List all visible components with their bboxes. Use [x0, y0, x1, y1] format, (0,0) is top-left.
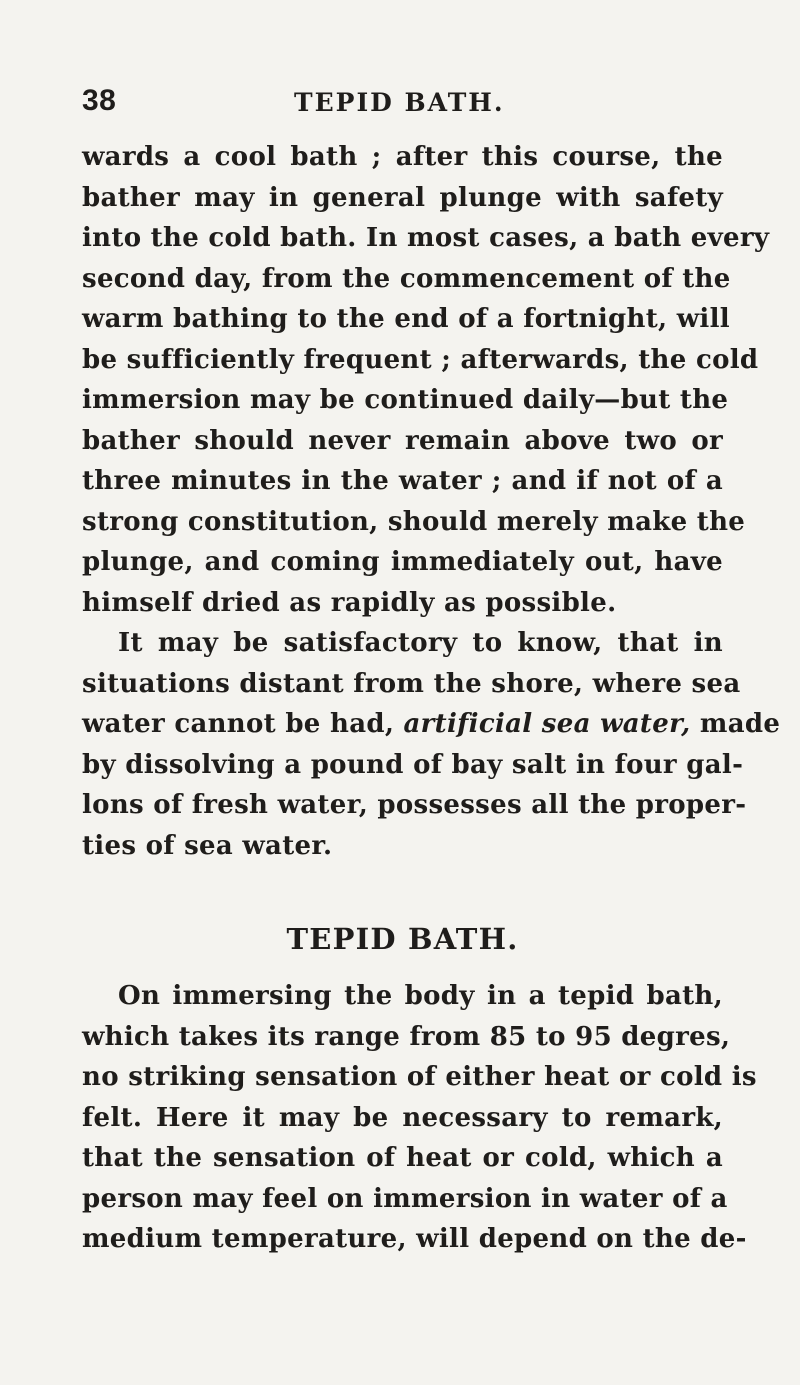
text-line: by dissolving a pound of bay salt in four gal-	[82, 749, 744, 780]
text-line: situations distant from the shore, where sea	[82, 668, 741, 699]
running-head	[82, 84, 722, 124]
text-line: felt. Here it may be necessary to remark,	[82, 1102, 723, 1133]
paragraph-1	[82, 137, 770, 623]
text-line: no striking sensation of either heat or cold is	[82, 1062, 757, 1092]
text-line-with-italic	[82, 704, 781, 745]
running-title: TEPID BATH.	[294, 88, 505, 117]
text-line: lons of fresh water, possesses all the proper-	[82, 790, 747, 820]
text-line: bather should never remain above two or	[82, 425, 723, 456]
text-line: person may feel on immersion in water of a	[82, 1183, 728, 1214]
page-number: 38	[82, 84, 117, 117]
body-text	[82, 137, 781, 1260]
text-line: medium temperature, will depend on the de-	[82, 1224, 747, 1254]
paragraph-2	[82, 623, 781, 866]
text-line: plunge, and coming immediately out, have	[82, 547, 723, 577]
paragraph-3	[82, 976, 757, 1260]
text-run: made	[690, 709, 781, 739]
text-line: immersion may be continued daily—but the	[82, 385, 729, 415]
text-line: wards a cool bath ; after this course, the	[82, 142, 723, 172]
text-line: On immersing the body in a tepid bath,	[118, 981, 723, 1011]
text-line: which takes its range from 85 to 95 degres,	[82, 1021, 731, 1052]
text-run: water cannot be had,	[82, 709, 404, 739]
text-line: bather may in general plunge with safety	[82, 182, 723, 213]
text-line: be sufficiently frequent ; afterwards, the cold	[82, 344, 759, 375]
text-line: second day, from the commencement of the	[82, 263, 731, 294]
text-line: warm bathing to the end of a fortnight, will	[82, 304, 730, 334]
section-heading: TEPID BATH.	[286, 922, 519, 956]
italic-phrase: artificial sea water,	[403, 709, 691, 739]
text-line: himself dried as rapidly as possible.	[82, 587, 617, 618]
text-line: into the cold bath. In most cases, a bath every	[82, 223, 770, 253]
text-line: It may be satisfactory to know, that in	[118, 628, 723, 658]
text-line: ties of sea water.	[82, 830, 333, 861]
text-line: three minutes in the water ; and if not of a	[82, 466, 723, 496]
text-line: that the sensation of heat or cold, which a	[82, 1143, 723, 1173]
text-line: strong constitution, should merely make the	[82, 506, 746, 537]
